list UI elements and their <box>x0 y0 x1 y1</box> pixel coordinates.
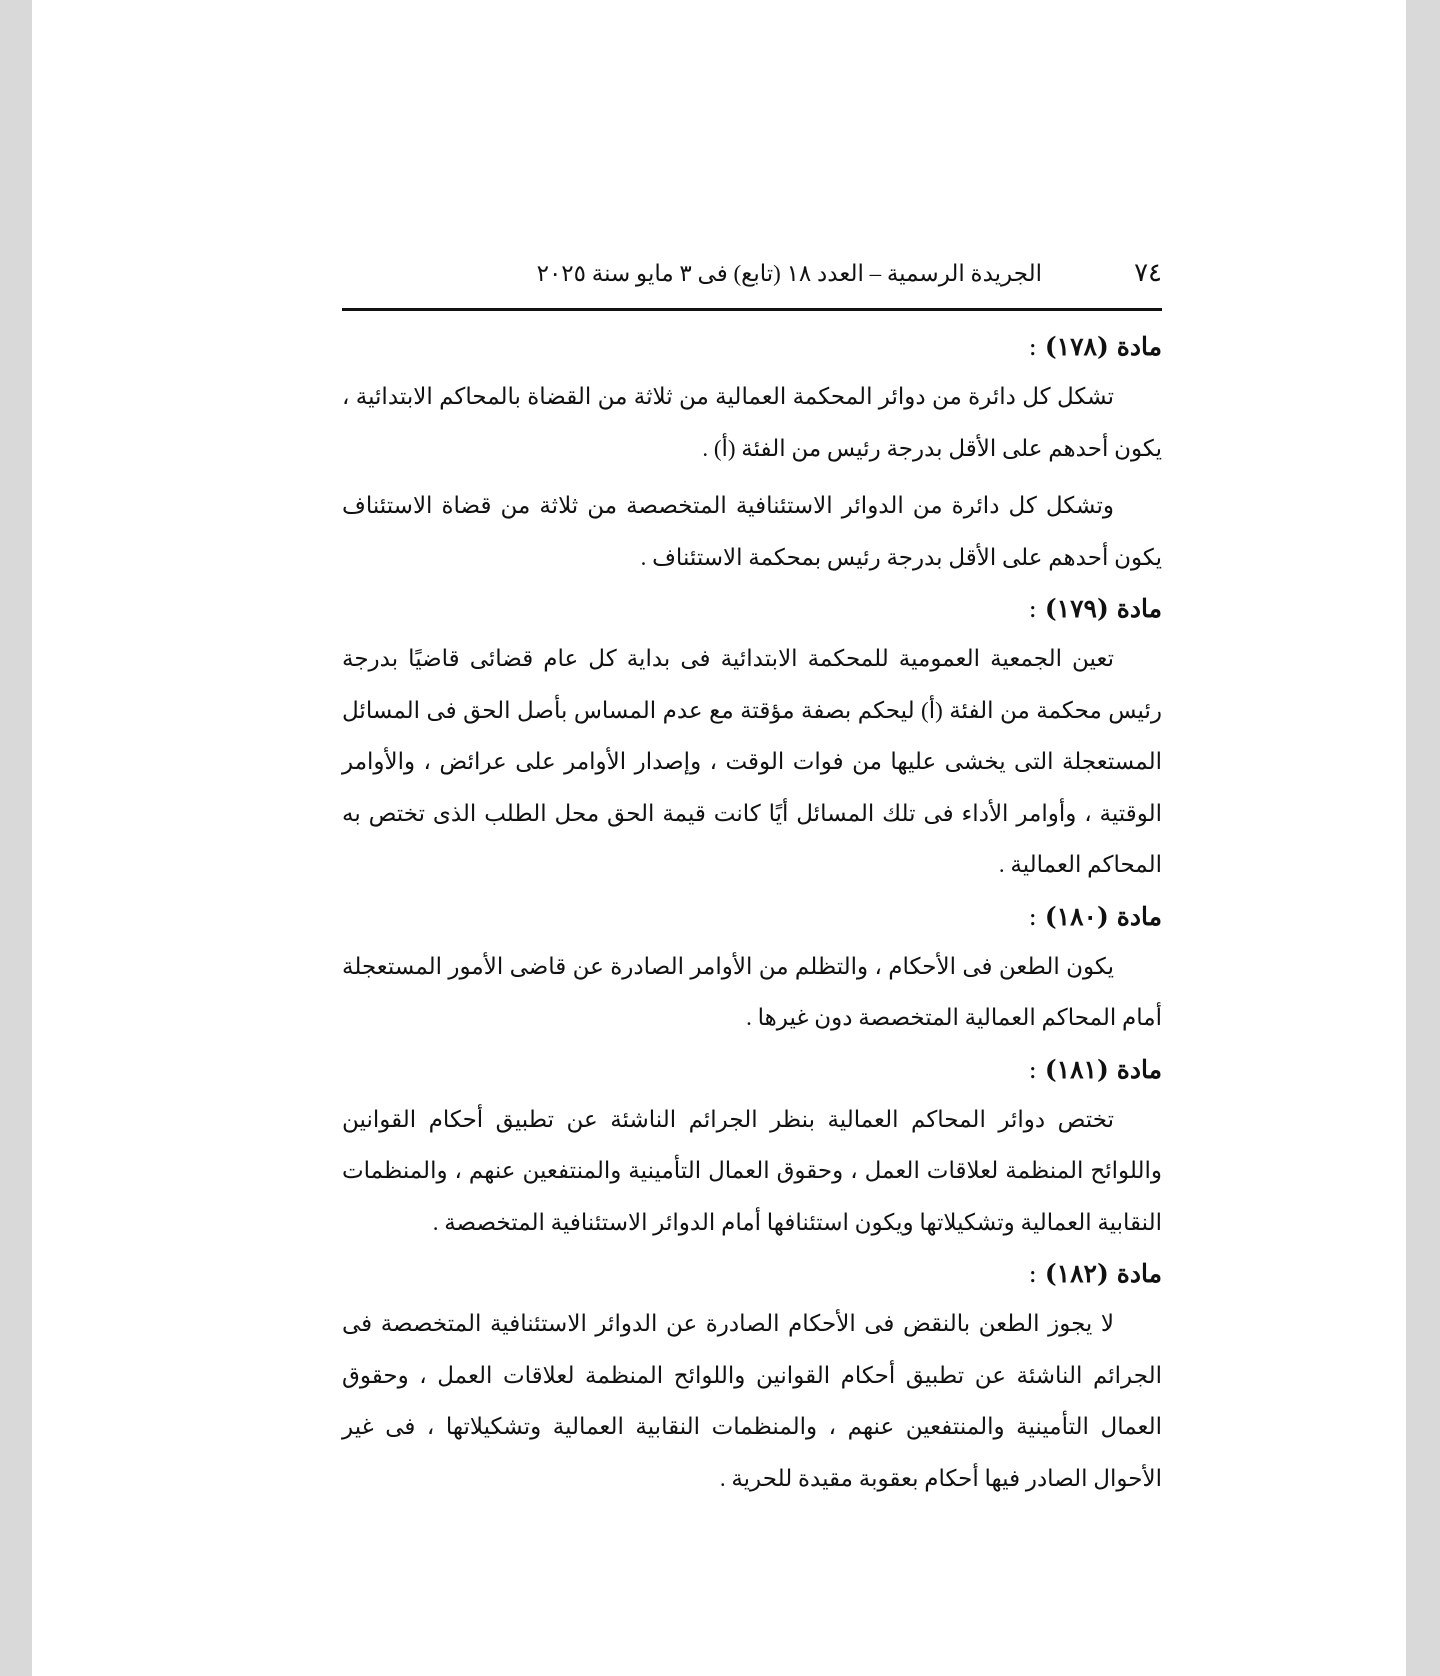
article-heading <box>342 1052 1162 1088</box>
article-paragraph: تعين الجمعية العمومية للمحكمة الابتدائية فى بداية كل عام قضائى قاضيًا بدرجة رئيس محكمة من الفئة (أ) ليحكم بصفة مؤقتة مع عدم المساس بأصل الحق فى المسائل المستعجلة التى يخشى عليها من فوات الوقت ، وإصدار الأوامر على عرائض ، والأوامر الوقتية ، وأوامر الأداء فى تلك المسائل أيًا كانت قيمة الحق محل الطلب الذى تختص به المحاكم العمالية . <box>342 646 1162 877</box>
article-number: (١٧٩) <box>1044 594 1109 623</box>
page-number: ٧٤ <box>1134 258 1162 287</box>
article-heading <box>342 591 1162 627</box>
article-colon: : <box>1028 901 1045 931</box>
article-label: مادة <box>1116 1054 1162 1084</box>
article-colon: : <box>1028 1259 1045 1288</box>
article-label: مادة <box>1116 901 1162 931</box>
article-number: (١٨١) <box>1044 1054 1109 1084</box>
article-178 <box>342 329 1162 583</box>
article-181 <box>342 1052 1162 1249</box>
article-182 <box>342 1256 1162 1504</box>
article-180 <box>342 899 1162 1044</box>
article-paragraph: وتشكل كل دائرة من الدوائر الاستئنافية المتخصصة من ثلاثة من قضاة الاستئناف يكون أحدهم على الأقل بدرجة رئيس بمحكمة الاستئناف . <box>342 493 1162 570</box>
article-179 <box>342 591 1162 891</box>
page-header <box>342 258 1162 294</box>
page-content <box>342 258 1162 1504</box>
article-paragraph: تختص دوائر المحاكم العمالية بنظر الجرائم الناشئة عن تطبيق أحكام القوانين واللوائح المنظمة لعلاقات العمل ، وحقوق العمال التأمينية والمنتفعين عنهم ، والمنظمات النقابية العمالية وتشكيلاتها ويكون استئنافها أمام الدوائر الاستئنافية المتخصصة . <box>342 1106 1162 1235</box>
article-number: (١٨٢) <box>1044 1259 1109 1288</box>
article-number: (١٨٠) <box>1044 901 1109 931</box>
article-paragraph: تشكل كل دائرة من دوائر المحكمة العمالية من ثلاثة من القضاة بالمحاكم الابتدائية ، يكون أحدهم على الأقل بدرجة رئيس من الفئة (أ) . <box>342 384 1162 461</box>
article-label: مادة <box>1116 332 1162 361</box>
article-label: مادة <box>1116 594 1162 623</box>
article-heading <box>342 329 1162 365</box>
article-heading <box>342 1256 1162 1292</box>
article-label: مادة <box>1116 1259 1162 1288</box>
document-page <box>32 0 1406 1676</box>
gazette-header-title: الجريدة الرسمية – العدد ١٨ (تابع) فى ٣ مايو سنة ٢٠٢٥ <box>536 261 1042 286</box>
article-paragraph: لا يجوز الطعن بالنقض فى الأحكام الصادرة عن الدوائر الاستئنافية المتخصصة فى الجرائم الناشئة عن تطبيق أحكام القوانين واللوائح المنظمة لعلاقات العمل ، وحقوق العمال التأمينية والمنتفعين عنهم ، والمنظمات النقابية العمالية وتشكيلاتها ، فى غير الأحوال الصادر فيها أحكام بعقوبة مقيدة للحرية . <box>342 1311 1162 1491</box>
article-colon: : <box>1028 332 1045 361</box>
article-heading <box>342 899 1162 935</box>
article-colon: : <box>1028 594 1045 623</box>
header-rule <box>342 308 1162 311</box>
article-colon: : <box>1028 1054 1045 1084</box>
article-paragraph: يكون الطعن فى الأحكام ، والتظلم من الأوامر الصادرة عن قاضى الأمور المستعجلة أمام المحاكم العمالية المتخصصة دون غيرها . <box>342 953 1162 1030</box>
article-number: (١٧٨) <box>1044 332 1109 361</box>
articles <box>342 329 1162 1504</box>
